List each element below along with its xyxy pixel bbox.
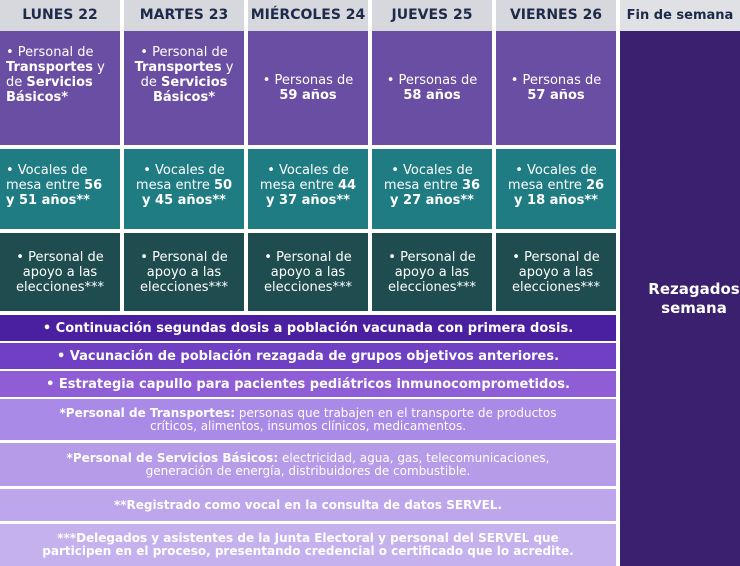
text-pre: • Vocales de mesa entre [507,163,597,193]
bar-estrategia-capullo: • Estrategia capullo para pacientes pediátricos inmunocomprometidos. [0,371,616,397]
text-bold: 58 años [403,88,461,103]
cell-lunes-row3: • Personal de apoyo a las elecciones*** [0,233,120,311]
note-servicios-basicos [0,443,616,486]
note-bold: ***Delegados y asistentes de la Junta Electoral y personal del SERVEL que participen en el proceso, presentando credencial o certificado que lo acredite. [42,531,574,558]
note-bold: *Personal de Servicios Básicos: [66,450,279,465]
header-viernes: VIERNES 26 [496,0,616,31]
text-pre: • Vocales de mesa entre [259,163,349,193]
cell-jueves-row1 [372,31,492,145]
text-bold: 59 años [279,88,337,103]
text-bold: 36 y 27 años** [390,178,481,208]
text-pre: • Vocales de mesa entre [135,163,225,193]
header-miercoles: MIÉRCOLES 24 [248,0,368,31]
cell-martes-row2 [124,149,244,229]
note-text: personas que trabajen en el transporte de productos críticos, alimentos, insumos clínicos, medicamentos. [149,405,557,433]
cell-viernes-row1 [496,31,616,145]
text-pre: • Personal de [140,45,228,60]
cell-jueves-row3: • Personal de apoyo a las elecciones*** [372,233,492,311]
header-lunes: LUNES 22 [0,0,120,31]
fin-semana-cell: Rezagados semana [620,31,740,566]
note-bold: **Registrado como vocal en la consulta de datos SERVEL. [113,497,502,512]
text-bold2: Servicios Básicos* [6,75,93,105]
note-bold: *Personal de Transportes: [59,405,236,420]
text-bold: Transportes [134,60,222,75]
text-mid: y de [140,60,234,90]
text-bold: 50 y 45 años** [142,178,233,208]
text-pre: • Personas de [386,73,478,88]
text-pre: • Personal de [6,45,94,60]
note-text: electricidad, agua, gas, telecomunicaciones, generación de energía, distribuidores de combustible. [145,450,550,478]
cell-viernes-row3: • Personal de apoyo a las elecciones*** [496,233,616,311]
cell-viernes-row2 [496,149,616,229]
header-martes: MARTES 23 [124,0,244,31]
note-delegados [0,524,616,566]
text-pre: • Personas de [262,73,354,88]
cell-miercoles-row2 [248,149,368,229]
cell-lunes-row1 [0,31,120,145]
bar-segundas-dosis: • Continuación segundas dosis a población vacunada con primera dosis. [0,315,616,341]
cell-martes-row1 [124,31,244,145]
cell-lunes-row2 [0,149,120,229]
text-bold2: Servicios Básicos* [152,75,228,105]
cell-martes-row3: • Personal de apoyo a las elecciones*** [124,233,244,311]
header-fin-semana: Fin de semana [620,0,740,31]
text-pre: • Vocales de mesa entre [6,163,88,193]
text-bold: 44 y 37 años** [266,178,357,208]
note-registrado-vocal [0,489,616,521]
header-jueves: JUEVES 25 [372,0,492,31]
text-pre: • Personas de [510,73,602,88]
text-bold: 57 años [527,88,585,103]
cell-miercoles-row1 [248,31,368,145]
cell-miercoles-row3: • Personal de apoyo a las elecciones*** [248,233,368,311]
note-personal-transportes [0,399,616,440]
text-bold: Transportes [6,60,94,75]
text-bold: 56 y 51 años** [6,178,103,208]
bar-rezagados: • Vacunación de población rezagada de grupos objetivos anteriores. [0,343,616,369]
text-pre: • Vocales de mesa entre [383,163,473,193]
text-bold: 26 y 18 años** [514,178,605,208]
text-mid: y de [6,60,105,90]
cell-jueves-row2 [372,149,492,229]
